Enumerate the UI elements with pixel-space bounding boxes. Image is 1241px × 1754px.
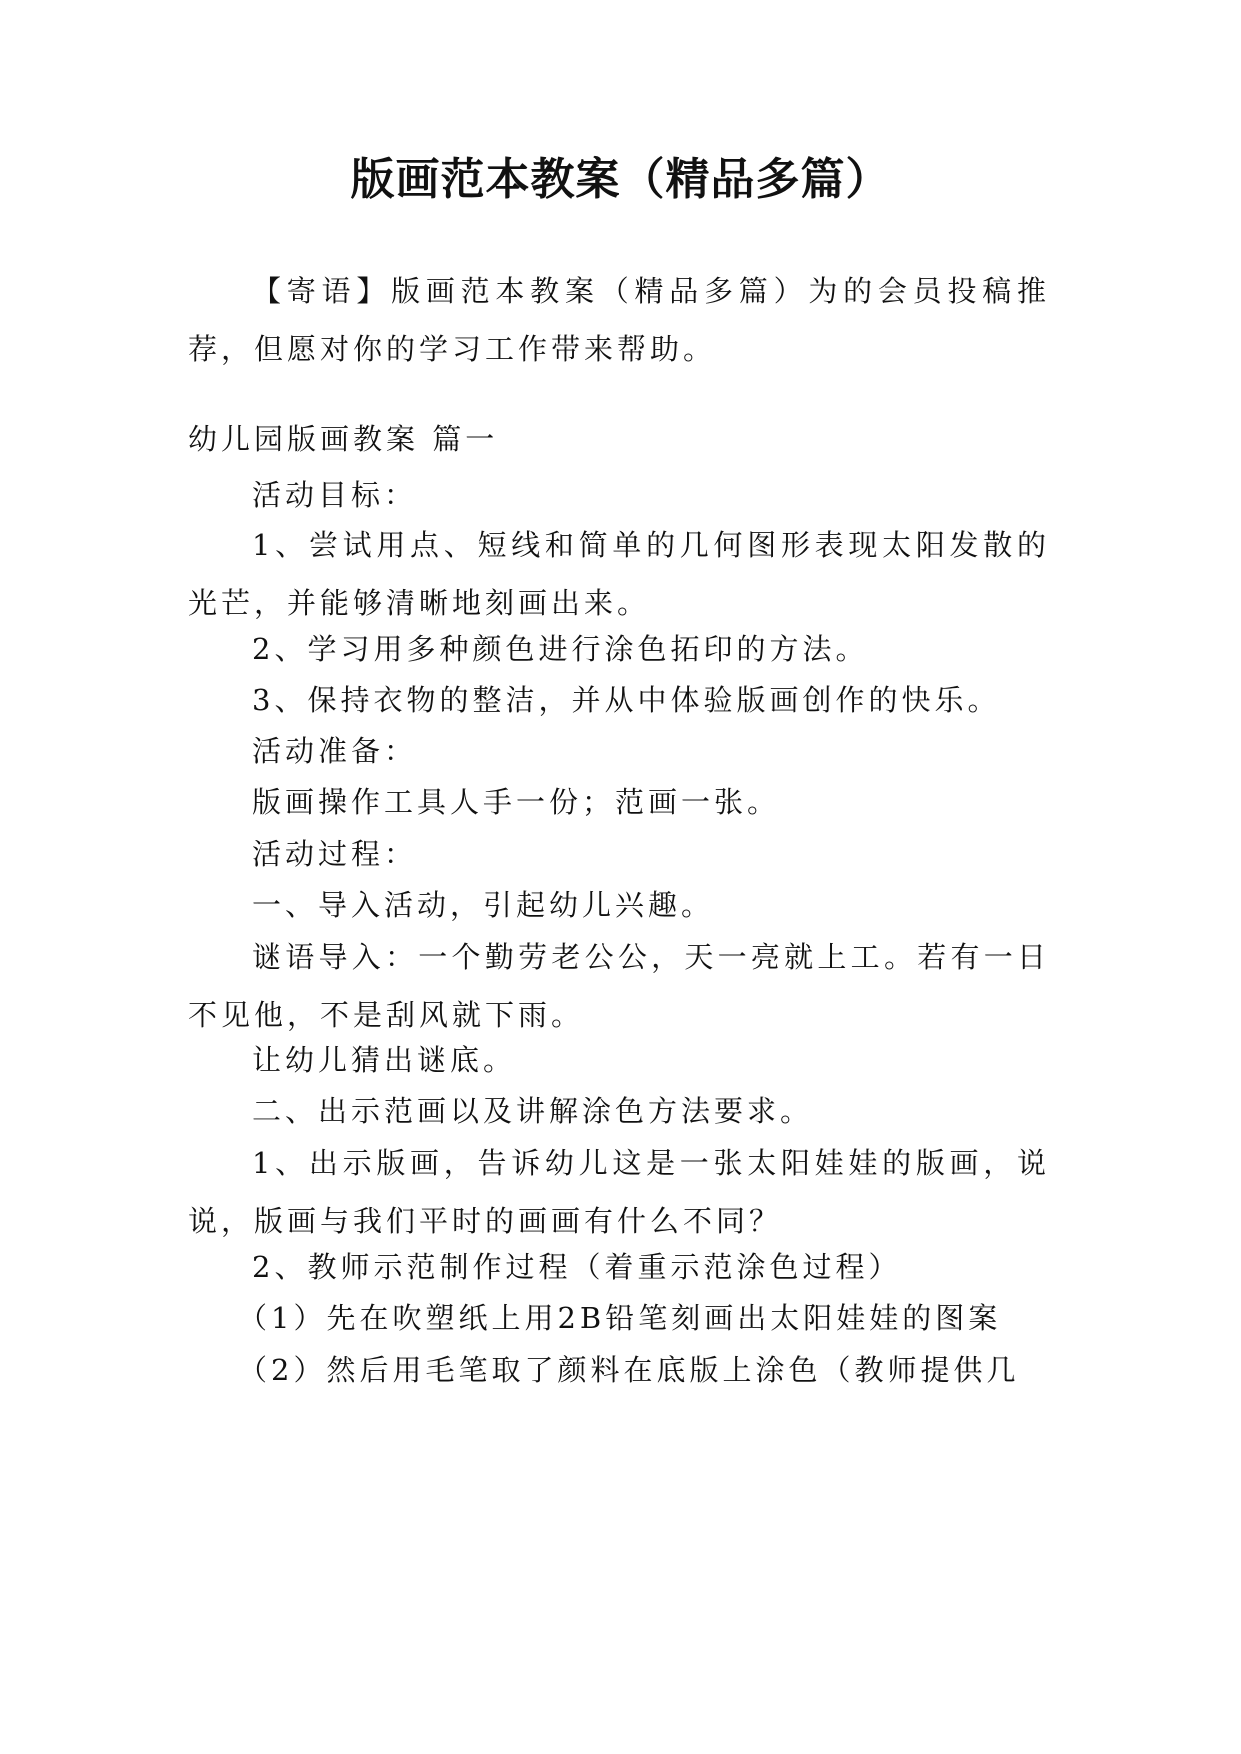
intro-paragraph: 【寄语】版画范本教案（精品多篇）为的会员投稿推荐，但愿对你的学习工作带来帮助。 [188,274,1050,366]
paragraph-step-1: 一、导入活动，引起幼儿兴趣。 [252,888,715,922]
paragraph-objective-2: 2、学习用多种颜色进行涂色拓印的方法。 [252,632,869,666]
paragraph-step-2-2: 2、教师示范制作过程（着重示范涂色过程） [252,1250,902,1284]
paragraph-objective-3: 3、保持衣物的整洁，并从中体验版画创作的快乐。 [252,683,1001,717]
paragraph-preparation: 版画操作工具人手一份；范画一张。 [252,785,781,819]
paragraph-step-2: 二、出示范画以及讲解涂色方法要求。 [252,1094,814,1128]
paragraph-process-label: 活动过程： [252,837,418,871]
paragraph-substep-1: （1）先在吹塑纸上用2B铅笔刻画出太阳娃娃的图案 [238,1301,1002,1335]
paragraph-guess: 让幼儿猜出谜底。 [252,1043,517,1077]
paragraph-preparation-label: 活动准备： [252,734,418,768]
paragraph-step-2-1: 1、出示版画，告诉幼儿这是一张太阳娃娃的版画，说说，版画与我们平时的画画有什么不同？ [188,1146,1050,1238]
paragraph-objective-1: 1、尝试用点、短线和简单的几何图形表现太阳发散的光芒，并能够清晰地刻画出来。 [188,528,1050,620]
paragraph-substep-2: （2）然后用毛笔取了颜料在底版上涂色（教师提供几 [238,1353,1020,1387]
paragraph-riddle: 谜语导入：一个勤劳老公公，天一亮就上工。若有一日不见他，不是刮风就下雨。 [188,940,1050,1032]
section-heading: 幼儿园版画教案 篇一 [188,422,499,456]
paragraph-objectives-label: 活动目标： [252,478,418,512]
document-title: 版画范本教案（精品多篇） [350,154,891,205]
